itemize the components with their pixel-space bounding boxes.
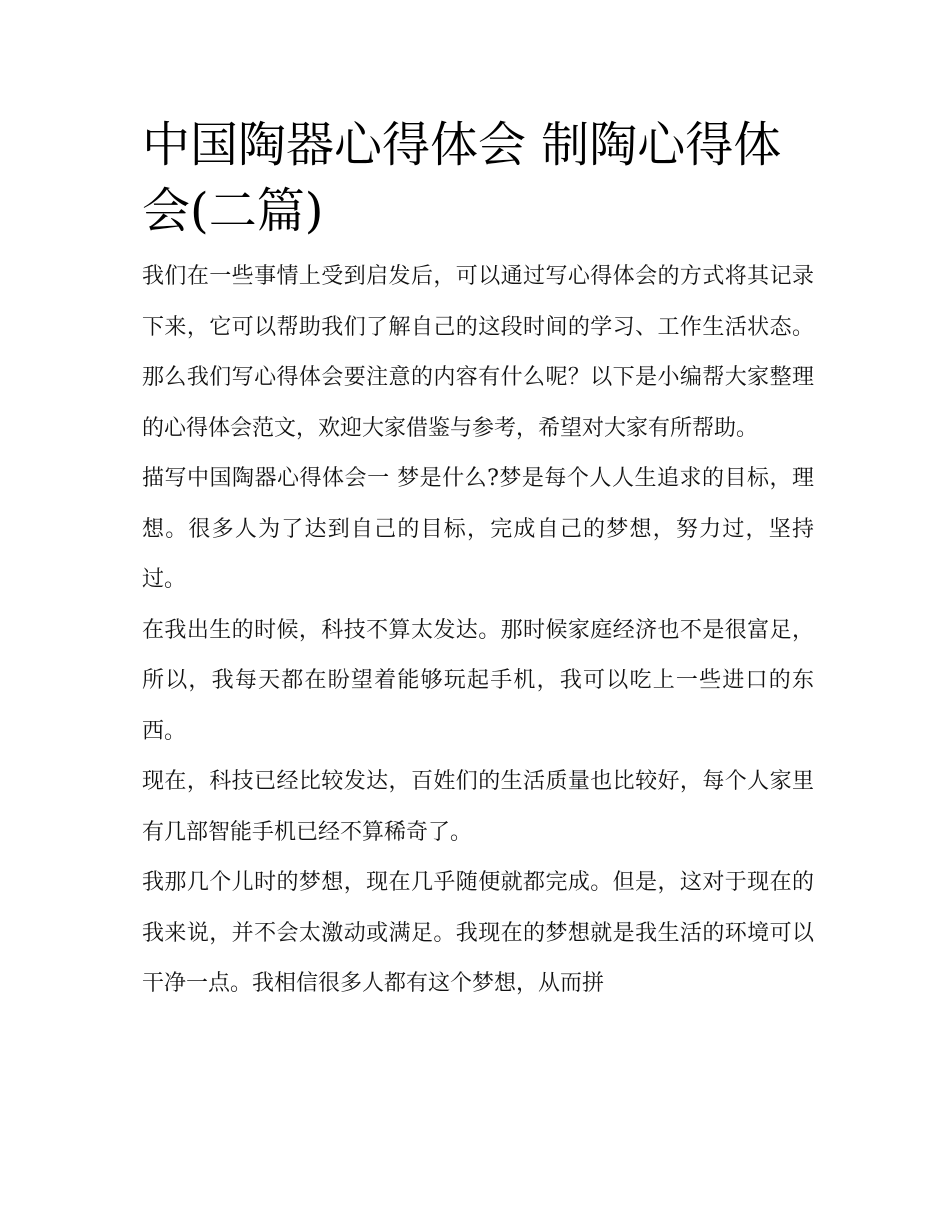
- paragraph-dream: 描写中国陶器心得体会一 梦是什么?梦是每个人人生追求的目标，理想。很多人为了达到自己的目标，完成自己的梦想，努力过，坚持过。: [142, 466, 814, 592]
- paragraph-present: 现在，科技已经比较发达，百姓们的生活质量也比较好，每个人家里有几部智能手机已经不算稀奇了。: [142, 769, 814, 845]
- paragraph-current-dream: 我那几个儿时的梦想，现在几乎随便就都完成。但是，这对于现在的我来说，并不会太激动或满足。我现在的梦想就是我生活的环境可以干净一点。我相信很多人都有这个梦想，从而拼: [142, 870, 814, 996]
- document-body: [142, 252, 814, 1010]
- paragraph-childhood: 在我出生的时候，科技不算太发达。那时候家庭经济也不是很富足，所以，我每天都在盼望着能够玩起手机，我可以吃上一些进口的东西。: [142, 617, 814, 744]
- paragraph-intro: 我们在一些事情上受到启发后，可以通过写心得体会的方式将其记录下来，它可以帮助我们了解自己的这段时间的学习、工作生活状态。那么我们写心得体会要注意的内容有什么呢？以下是小编帮大家整理的心得体会范文，欢迎大家借鉴与参考，希望对大家有所帮助。: [142, 264, 814, 441]
- document-title: 中国陶器心得体会 制陶心得体会(二篇): [142, 117, 782, 239]
- document-page: [142, 112, 814, 1010]
